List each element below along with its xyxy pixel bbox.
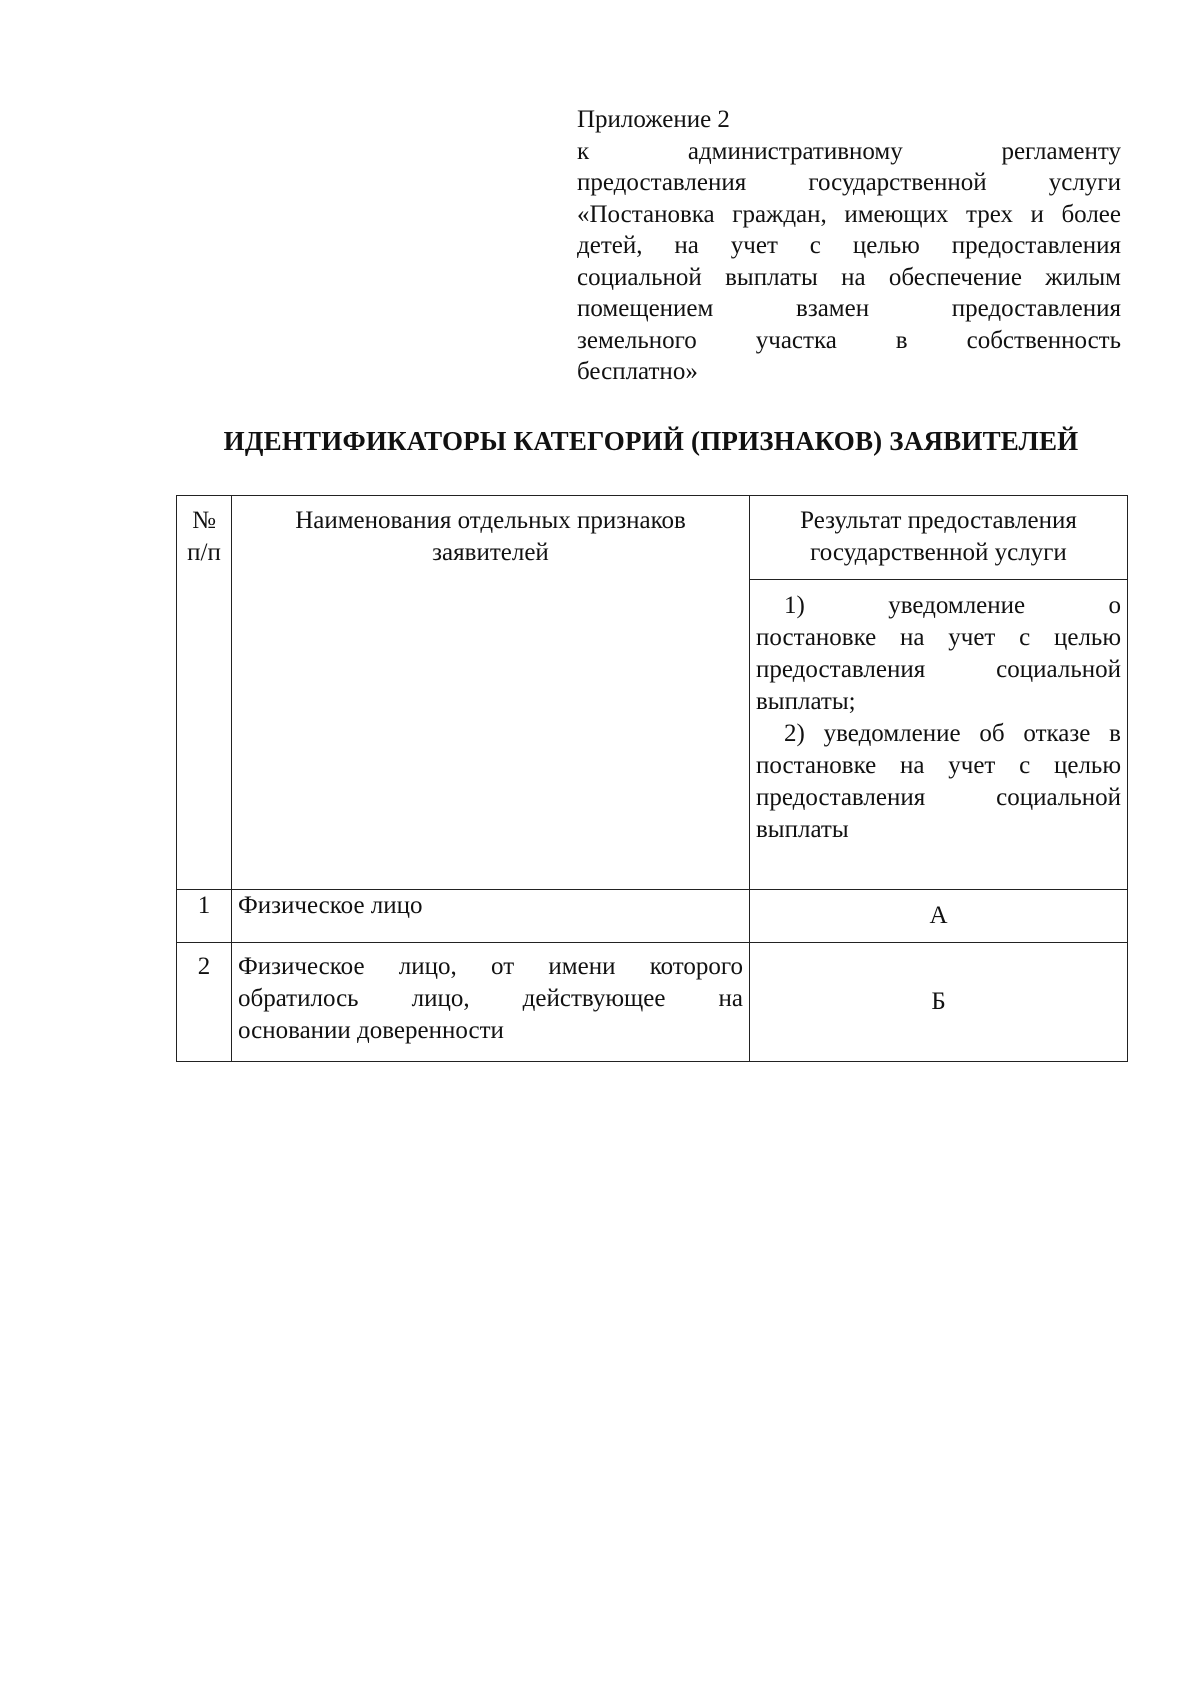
appendix-line: бесплатно» xyxy=(577,358,698,385)
row-number: 1 xyxy=(177,890,232,943)
header-result-line: Результат предоставления xyxy=(800,507,1077,534)
appendix-line: социальной выплаты на обеспечение жилым xyxy=(577,263,1121,291)
table-row xyxy=(177,890,1128,943)
row-applicant-name-line: Физическое лицо, от имени которого xyxy=(238,953,743,980)
header-name-cell xyxy=(232,496,750,890)
table-header-row xyxy=(177,496,1128,580)
row-number: 2 xyxy=(177,943,232,1062)
appendix-line: предоставления государственной услуги xyxy=(577,169,1121,196)
row-result-code: Б xyxy=(750,943,1128,1062)
appendix-line: помещением взамен предоставления xyxy=(577,295,1121,322)
row-applicant-name xyxy=(232,890,750,943)
header-result-line: государственной услуги xyxy=(810,539,1067,566)
header-number-abbrev: п/п xyxy=(187,539,221,566)
appendix-block xyxy=(577,104,1121,388)
appendix-line: к административному регламенту xyxy=(577,137,1121,165)
result-option-line: предоставления социальной xyxy=(756,656,1121,683)
header-result-options-cell xyxy=(750,580,1128,890)
header-number-symbol: № xyxy=(192,507,216,534)
appendix-line: детей, на учет с целью предоставления xyxy=(577,232,1121,259)
header-name-line: Наименования отдельных признаков xyxy=(295,507,686,534)
result-option-line: выплаты; xyxy=(756,688,856,715)
applicant-identifiers-table xyxy=(176,495,1128,1062)
appendix-line: «Постановка граждан, имеющих трех и более xyxy=(577,200,1121,228)
row-applicant-name-line: обратилось лицо, действующее на xyxy=(238,985,743,1012)
row-applicant-name-line: Физическое лицо xyxy=(238,892,423,919)
result-option-line: предоставления социальной xyxy=(756,784,1121,811)
result-option-line: 1) уведомление о xyxy=(784,592,1121,619)
result-option-line: 2) уведомление об отказе в xyxy=(784,720,1121,747)
appendix-line: земельного участка в собственность xyxy=(577,326,1121,354)
row-applicant-name xyxy=(232,943,750,1062)
result-option-line: постановке на учет с целью xyxy=(756,624,1121,651)
appendix-line: Приложение 2 xyxy=(577,106,730,133)
row-result-code: А xyxy=(750,890,1128,943)
header-number-cell xyxy=(177,496,232,890)
row-applicant-name-line: основании доверенности xyxy=(238,1017,504,1044)
header-name-line: заявителей xyxy=(432,539,549,566)
document-title: ИДЕНТИФИКАТОРЫ КАТЕГОРИЙ (ПРИЗНАКОВ) ЗАЯВИТЕЛЕЙ xyxy=(223,426,1079,456)
result-option-line: выплаты xyxy=(756,816,849,843)
result-option-line: постановке на учет с целью xyxy=(756,752,1121,779)
header-result-cell xyxy=(750,496,1128,580)
table-row xyxy=(177,943,1128,1062)
